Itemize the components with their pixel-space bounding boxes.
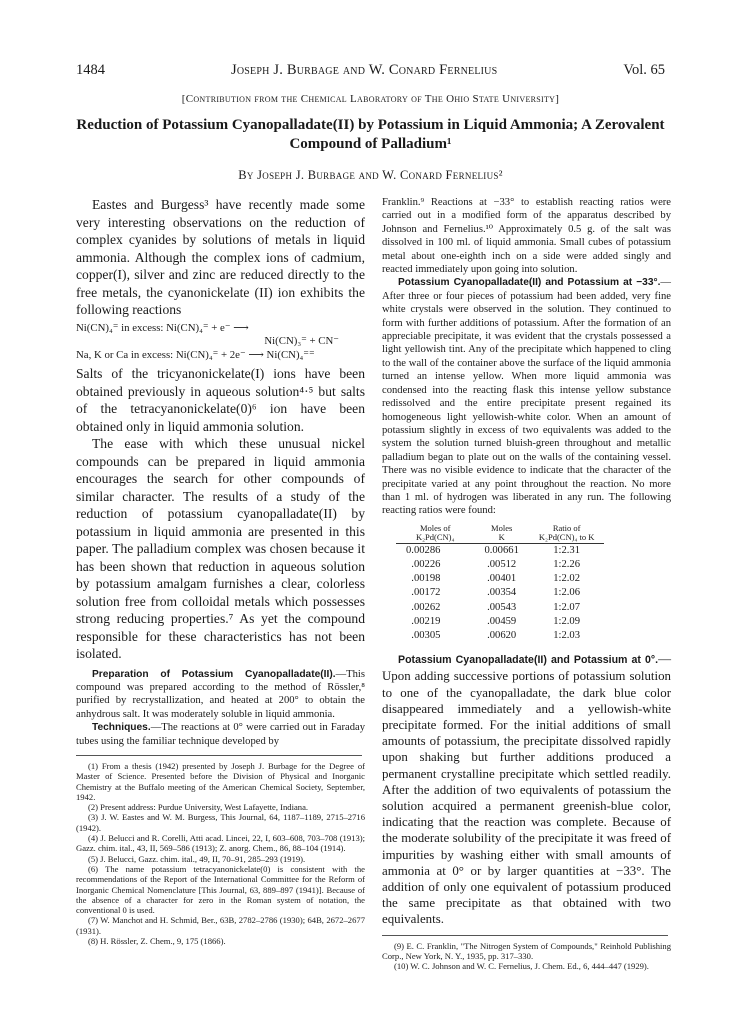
table-cell: 1:2.03: [553, 629, 581, 641]
article-title: Reduction of Potassium Cyanopalladate(II) by Potassium in Liquid Ammonia; A Zerovalent Compound of Palladium¹: [76, 117, 665, 152]
footnote: (2) Present address: Purdue University, West Lafayette, Indiana.: [88, 802, 309, 813]
contribution-line: [Contribution from the Chemical Laboratory of The Ohio State University]: [181, 93, 560, 105]
table-header-moles-k: Moles K: [474, 524, 528, 544]
table-row: [396, 543, 604, 558]
section-minus-33-paragraph: [382, 276, 671, 517]
table-header-moles-salt: Moles of K₂Pd(CN)₄: [396, 524, 474, 544]
reacting-ratios-table: [396, 524, 604, 643]
table-cell: .00219: [411, 615, 441, 627]
preparation-text: —This compound was prepared according to the method of Rössler,⁸ purified by recrystallization, and heated at 200° to obtain the anhydrous salt. It was moderately soluble in liquid ammonia.: [76, 668, 365, 720]
table-cell: .00262: [411, 601, 441, 613]
equation-1-rhs: Ni(CN)₃⁼ + CN⁻: [264, 335, 339, 347]
table-cell: 1:2.26: [553, 558, 581, 570]
preparation-heading: Preparation of Potassium Cyanopalladate(II).: [92, 668, 336, 680]
table-cell: .00198: [411, 573, 441, 585]
table-cell: 1:2.31: [553, 544, 581, 556]
intro-paragraph: Eastes and Burgess³ have recently made some very interesting observations on the reduction of complex cyanides by solutions of metals in liquid ammonia. Although the complex ions of cadmium, copper(I), silver and zinc are reduced directly to the free metals, the cyanonickelate (II) ion exhibits the following reactions: [76, 197, 365, 317]
section-minus-33-text: —After three or four pieces of potassium had been added, very fine white crystals were observed in the solution. They continued to form with further additions of potassium. After the formation of an appreciable precipitate, it was evident that the crystals possessed a light yellowish tint. Any of the precipitate which happened to cling to the wall of the container above the surface of the liquid ammonia turned an intense yellow. When more liquid ammonia was condensed into the reacting flask this intense yellow substance redissolved and the entire precipitate present regained its homogeneous light yellowish-white color. When an amount of potassium slightly in excess of two equivalents was added to the system the solution turned bluish-green throughout and metallic palladium began to plate out on the walls of the containing vessel. There was no visible evidence to indicate that the character of the precipitate varied at any point throughout the reaction. No more than 1 ml. of hydrogen was liberated in any run. The following reacting ratios were found:: [382, 277, 671, 517]
preparation-paragraph: [76, 668, 365, 722]
footnote: (7) W. Manchot and H. Schmid, Ber., 63B, 2782–2786 (1930); 64B, 2672–2677 (1931).: [76, 915, 365, 936]
table-cell: .00543: [487, 601, 517, 613]
table-cell: 1:2.06: [553, 587, 581, 599]
footnote: (6) The name potassium tetracyanonickelate(0) is consistent with the recommendations of the Report of the International Committee for the Reform of Inorganic Chemical Nomenclature [This Journal, 63, 889–897 (1941)]. Because of the absence of a character for zero in the Roman system of notation, the conventional 0 is used.: [76, 863, 365, 916]
salts-paragraph: Salts of the tricyanonickelate(I) ions have been obtained previously in aqueous solution⁴·⁵ but salts of the tetracyanonickelate(0)⁶ ion have been obtained only in liquid ammonia solution.: [76, 366, 365, 434]
table-cell: .00172: [411, 587, 441, 599]
table-cell: .00401: [487, 573, 517, 585]
left-footnotes: [76, 761, 365, 946]
footnote: (5) J. Belucci, Gazz. chim. ital., 49, II, 70–91, 285–293 (1919).: [88, 853, 306, 864]
table-cell: 1:2.09: [553, 615, 581, 627]
volume-number: Vol. 65: [623, 62, 665, 78]
table-cell: 0.00286: [406, 544, 441, 556]
table-cell: .00226: [411, 558, 441, 570]
table-cell: .00512: [487, 558, 517, 570]
techniques-continued-paragraph: Franklin.⁹ Reactions at −33° to establish reacting ratios were carried out in a modified form of the apparatus described by Johnson and Fernelius.¹⁰ Approximately 0.5 g. of the salt was dissolved in 100 ml. of liquid ammonia. Small cubes of potassium metal about one-eighth inch on a side were added singly and reacted immediately upon going into solution.: [382, 197, 671, 276]
footnote: (1) From a thesis (1942) presented by Joseph J. Burbage for the Degree of Master of Science. Presented before the Division of Physical and Inorganic Chemistry at the Buffalo meeting of the American Chemical Society, September, 1942.: [76, 760, 365, 802]
byline: By Joseph J. Burbage and W. Conard Fernelius²: [238, 168, 503, 182]
techniques-heading: Techniques.: [92, 722, 151, 734]
section-zero-degree-heading: Potassium Cyanopalladate(II) and Potassium at 0°.: [398, 654, 659, 667]
techniques-text: —The reactions at 0° were carried out in Faraday tubes using the familiar technique developed by: [76, 722, 365, 747]
footnote: (4) J. Belucci and R. Corelli, Atti acad. Lincei, 22, I, 603–608, 703–708 (1913); Gazz. chim. ital., 43, II, 569–586 (1913); Z. anorg. Chem., 86, 88–104 (1914).: [76, 833, 365, 854]
running-head-authors: Joseph J. Burbage and W. Conard Fernelius: [231, 62, 498, 78]
footnote: (10) W. C. Johnson and W. C. Fernelius, J. Chem. Ed., 6, 444–447 (1929).: [394, 961, 649, 972]
section-minus-33-heading: Potassium Cyanopalladate(II) and Potassium at −33°.: [398, 277, 661, 289]
section-zero-degree-text: —Upon adding successive portions of potassium solution to one of the cyanopalladate, the dark blue color disappeared immediately and a yellowish-white precipitate formed. For the initial additions of small amounts of potassium, the precipitate dissolved rapidly upon shaking but further additions produced a permanent crystalline precipitate which settled readily. After the addition of two equivalents of potassium the solution acquired a permanent greenish-blue color, indicating that the reaction was complete. Because of the moderate solubility of the precipitate it was freed of impurities by washing either with small amounts of ammonia at 0° or by larger quantities at −33°. The addition of only one equivalent of potassium produced the same precipitate as that obtained with two equivalents.: [382, 652, 671, 927]
section-zero-degree-paragraph: [382, 651, 671, 927]
footnote-rule: [382, 935, 668, 936]
table-row: [396, 572, 604, 586]
table-cell: 1:2.02: [553, 573, 581, 585]
footnote-rule: [76, 755, 362, 756]
footnote: (8) H. Rössler, Z. Chem., 9, 175 (1866).: [88, 935, 226, 946]
right-column: [382, 196, 671, 972]
motivation-paragraph: The ease with which these unusual nickel compounds can be prepared in liquid ammonia encourages the search for other compounds of similar character. The results of a study of the reduction of potassium cyanopalladate(II) by potassium in liquid ammonia are presented in this paper. The palladium complex was chosen because it has been shown that reduction in aqueous solution by potassium amalgam furnishes a clear, colorless solution free from colloidal metals which possesses strong reducing properties.⁷ As yet the compound responsible for these characteristics has not been isolated.: [76, 436, 365, 661]
techniques-paragraph: [76, 721, 365, 748]
table-cell: .00354: [487, 587, 517, 599]
table-header-row: [396, 524, 604, 544]
left-column: [76, 196, 365, 946]
table-row: [396, 558, 604, 572]
table-row: [396, 615, 604, 629]
equation-1: [76, 322, 365, 349]
right-footnotes: [382, 941, 671, 972]
table-row: [396, 601, 604, 615]
table-cell: .00305: [411, 629, 441, 641]
table-cell: 0.00661: [484, 544, 519, 556]
page-number: 1484: [76, 62, 105, 78]
footnote: (3) J. W. Eastes and W. M. Burgess, This Journal, 64, 1187–1189, 2715–2716 (1942).: [76, 812, 365, 833]
equation-2: Na, K or Ca in excess: Ni(CN)₄⁼ + 2e⁻ ⟶ Ni(CN)₄⁼⁼: [76, 348, 315, 361]
table-cell: .00459: [487, 615, 517, 627]
footnote: (9) E. C. Franklin, "The Nitrogen System of Compounds," Reinhold Publishing Corp., New York, N. Y., 1935, pp. 317–330.: [382, 940, 671, 961]
table-cell: .00620: [487, 629, 517, 641]
table-row: [396, 586, 604, 600]
table-row: [396, 629, 604, 643]
running-head: [76, 62, 665, 82]
table-header-ratio: Ratio of K₂Pd(CN)₄ to K: [529, 524, 605, 544]
table-cell: 1:2.07: [553, 601, 581, 613]
equation-1-lhs: Ni(CN)₄⁼ in excess: Ni(CN)₄⁼ + e⁻ ⟶: [76, 321, 249, 334]
